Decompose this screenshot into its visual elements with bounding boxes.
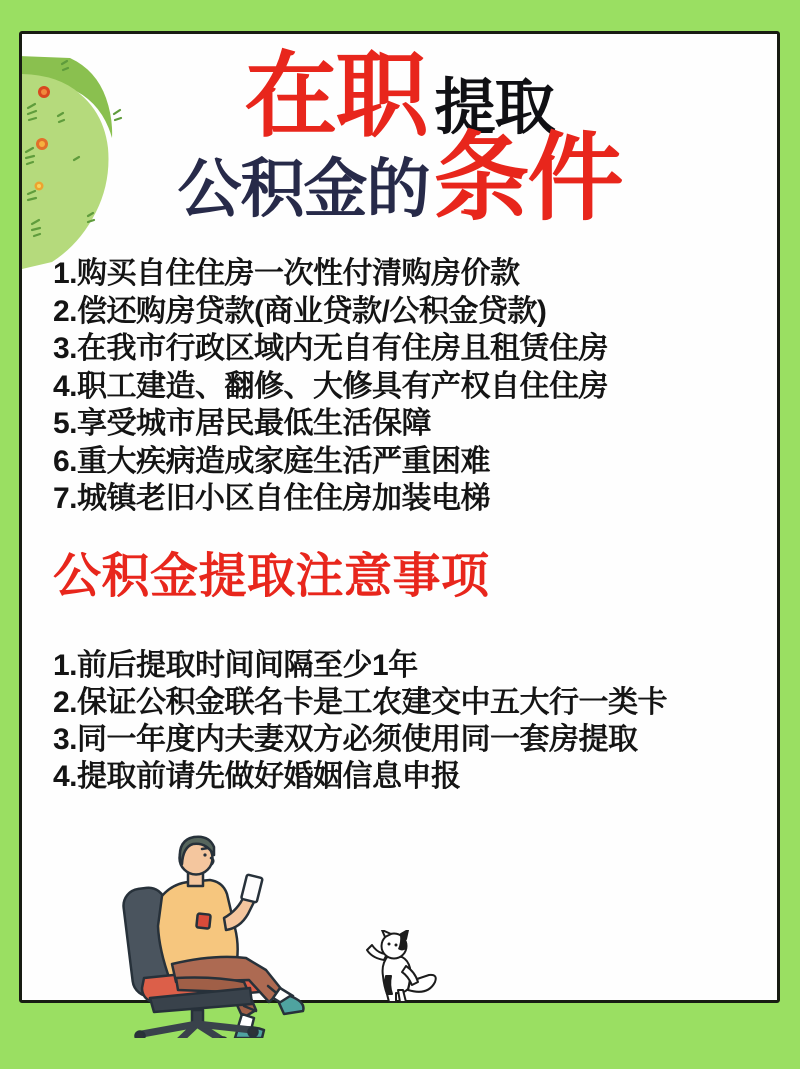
man-reading-illustration	[92, 830, 307, 1038]
conditions-list	[53, 255, 763, 518]
note-item-4: 4.提取前请先做好婚姻信息申报	[53, 760, 461, 793]
condition-item-2: 2.偿还购房贷款(商业贷款/公积金贷款)	[53, 294, 547, 328]
notes-list	[53, 647, 763, 795]
note-item-2: 2.保证公积金联名卡是工农建交中五大行一类卡	[53, 686, 668, 719]
condition-item-1: 1.购买自住住房一次性付清购房价款	[53, 257, 520, 290]
poster-title-line-1	[22, 44, 777, 148]
note-item-3: 3.同一年度内夫妻双方必须使用同一套房提取	[53, 723, 638, 756]
title-accent-zaizhi: 在职	[244, 44, 427, 148]
condition-item-3: 3.在我市行政区域内无自有住房且租赁住房	[53, 332, 609, 365]
notice-heading: 公积金提取注意事项	[53, 550, 490, 603]
condition-item-6: 6.重大疾病造成家庭生活严重困难	[53, 444, 491, 478]
condition-item-7: 7.城镇老旧小区自住住房加装电梯	[53, 482, 491, 515]
condition-item-5: 5.享受城市居民最低生活保障	[53, 407, 432, 440]
cat-illustration	[358, 930, 444, 1010]
title-text-tiqu: 提取	[434, 73, 555, 141]
poster-title-line-2	[22, 125, 777, 232]
note-item-1: 1.前后提取时间间隔至少1年	[53, 649, 418, 682]
condition-item-4: 4.职工建造、翻修、大修具有产权自住住房	[53, 369, 609, 403]
title-accent-tiaojian: 条件	[433, 125, 622, 232]
title-text-gongjijin: 公积金的	[177, 153, 430, 225]
